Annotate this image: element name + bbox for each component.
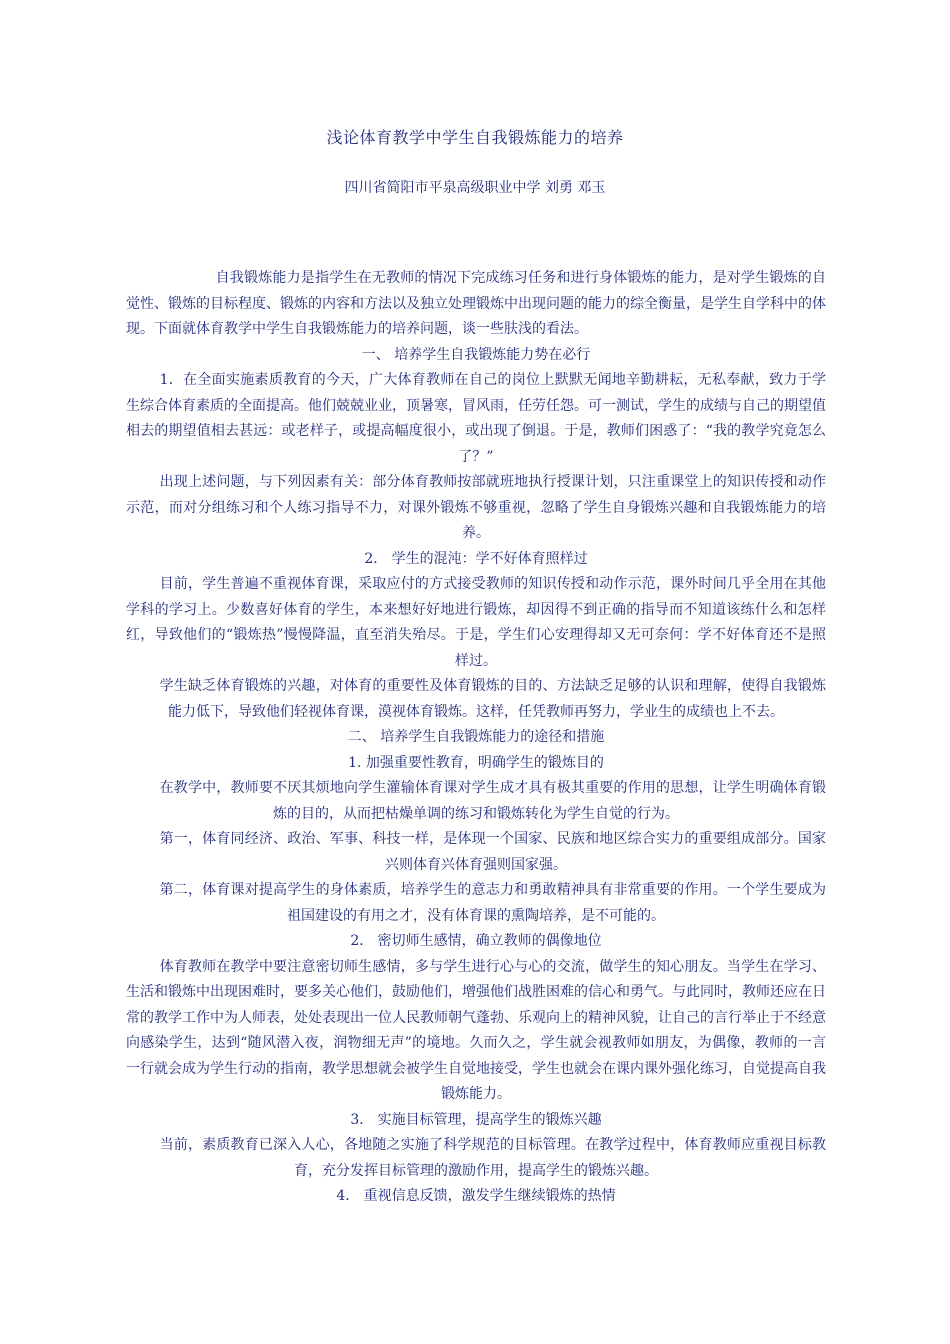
intro-paragraph: 自我锻炼能力是指学生在无教师的情况下完成练习任务和进行身体锻炼的能力，是对学生锻炼的自觉性、锻炼的目标程度、锻炼的内容和方法以及独立处理锻炼中出现问题的能力的综全衡量，是学生自学科中的体现。下面就体育教学中学生自我锻炼能力的培养问题，谈一些肤浅的看法。 <box>126 270 826 337</box>
subheading: 4． 重视信息反馈，激发学生继续锻炼的热情 <box>336 1188 616 1204</box>
subheading: 3． 实施目标管理，提高学生的锻炼兴趣 <box>350 1111 602 1128</box>
doc-byline: 四川省简阳市平泉高级职业中学 刘勇 邓玉 <box>344 180 606 196</box>
subheading: 2． 学生的混沌：学不好体育照样过 <box>364 550 588 567</box>
paragraph: 第二，体育课对提高学生的身体素质，培养学生的意志力和勇敢精神具有非常重要的作用。一个学生要成为祖国建设的有用之才，没有体育课的熏陶培养，是不可能的。 <box>159 882 826 924</box>
paragraph: 在教学中，教师要不厌其烦地向学生灌输体育课对学生成才具有极其重要的作用的思想，让学生明确体育锻炼的目的，从而把枯燥单调的练习和锻炼转化为学生自觉的行为。 <box>159 780 826 822</box>
section-heading-1: 一、 培养学生自我锻炼能力势在必行 <box>361 346 591 363</box>
paragraph: 第一，体育同经济、政治、军事、科技一样，是体现一个国家、民族和地区综合实力的重要组成部分。国家兴则体育兴体育强则国家强。 <box>159 831 826 873</box>
doc-body <box>126 266 826 1210</box>
paragraph: 学生缺乏体育锻炼的兴趣，对体育的重要性及体育锻炼的目的、方法缺乏足够的认识和理解，使得自我锻炼能力低下，导致他们轻视体育课，漠视体育锻炼。这样，任凭教师再努力，学业生的成绩也上不去。 <box>159 678 826 720</box>
paragraph: 目前，学生普遍不重视体育课，采取应付的方式接受教师的知识传授和动作示范，课外时间几乎全用在其他学科的学习上。少数喜好体育的学生，本来想好好地进行锻炼，却因得不到正确的指导而不知道该练什么和怎样红，导致他们的“锻炼热”慢慢降温，直至消失殆尽。于是，学生们心安理得却又无可奈何：学不好体育还不是照样过。 <box>126 576 826 669</box>
paragraph: 体育教师在教学中要注意密切师生感情，多与学生进行心与心的交流，做学生的知心朋友。当学生在学习、生活和锻炼中出现困难时，要多关心他们，鼓励他们，增强他们战胜困难的信心和勇气。与此同时，教师还应在日常的教学工作中为人师表，处处表现出一位人民教师朝气蓬勃、乐观向上的精神风貌，让自己的言行举止于不经意向感染学生，达到“随风潜入夜，润物细无声”的境地。久而久之，学生就会视教师如朋友，为偶像，教师的一言一行就会成为学生行动的指南，教学思想就会被学生自觉地接受，学生也就会在课内课外强化练习，自觉提高自我锻炼能力。 <box>126 958 826 1102</box>
paragraph: 1．在全面实施素质教育的今天，广大体育教师在自己的岗位上默默无闻地辛勤耕耘，无私奉献，致力于学生综合体育素质的全面提高。他们兢兢业业，顶暑寒，冒风雨，任劳任怨。可一测试，学生的成绩与自己的期望值相去的期望值相去甚远：或老样子，或提高幅度很小，或出现了倒退。于是，教师们困惑了：“我的教学究竟怎么了？” <box>126 372 826 465</box>
subheading: 1. 加强重要性教育，明确学生的锻炼目的 <box>348 754 604 771</box>
doc-title: 浅论体育教学中学生自我锻炼能力的培养 <box>326 128 624 147</box>
subheading: 2． 密切师生感情，确立教师的偶像地位 <box>350 933 602 949</box>
section-heading-2: 二、 培养学生自我锻炼能力的途径和措施 <box>347 729 605 745</box>
paragraph: 出现上述问题，与下列因素有关：部分体育教师按部就班地执行授课计划，只注重课堂上的知识传授和动作示范，而对分组练习和个人练习指导不力，对课外锻炼不够重视，忽略了学生自身锻炼兴趣和自我锻炼能力的培养。 <box>126 474 826 541</box>
paragraph: 当前，素质教育已深入人心，各地随之实施了科学规范的目标管理。在教学过程中，体育教师应重视目标教育，充分发挥目标管理的激励作用，提高学生的锻炼兴趣。 <box>159 1137 826 1179</box>
